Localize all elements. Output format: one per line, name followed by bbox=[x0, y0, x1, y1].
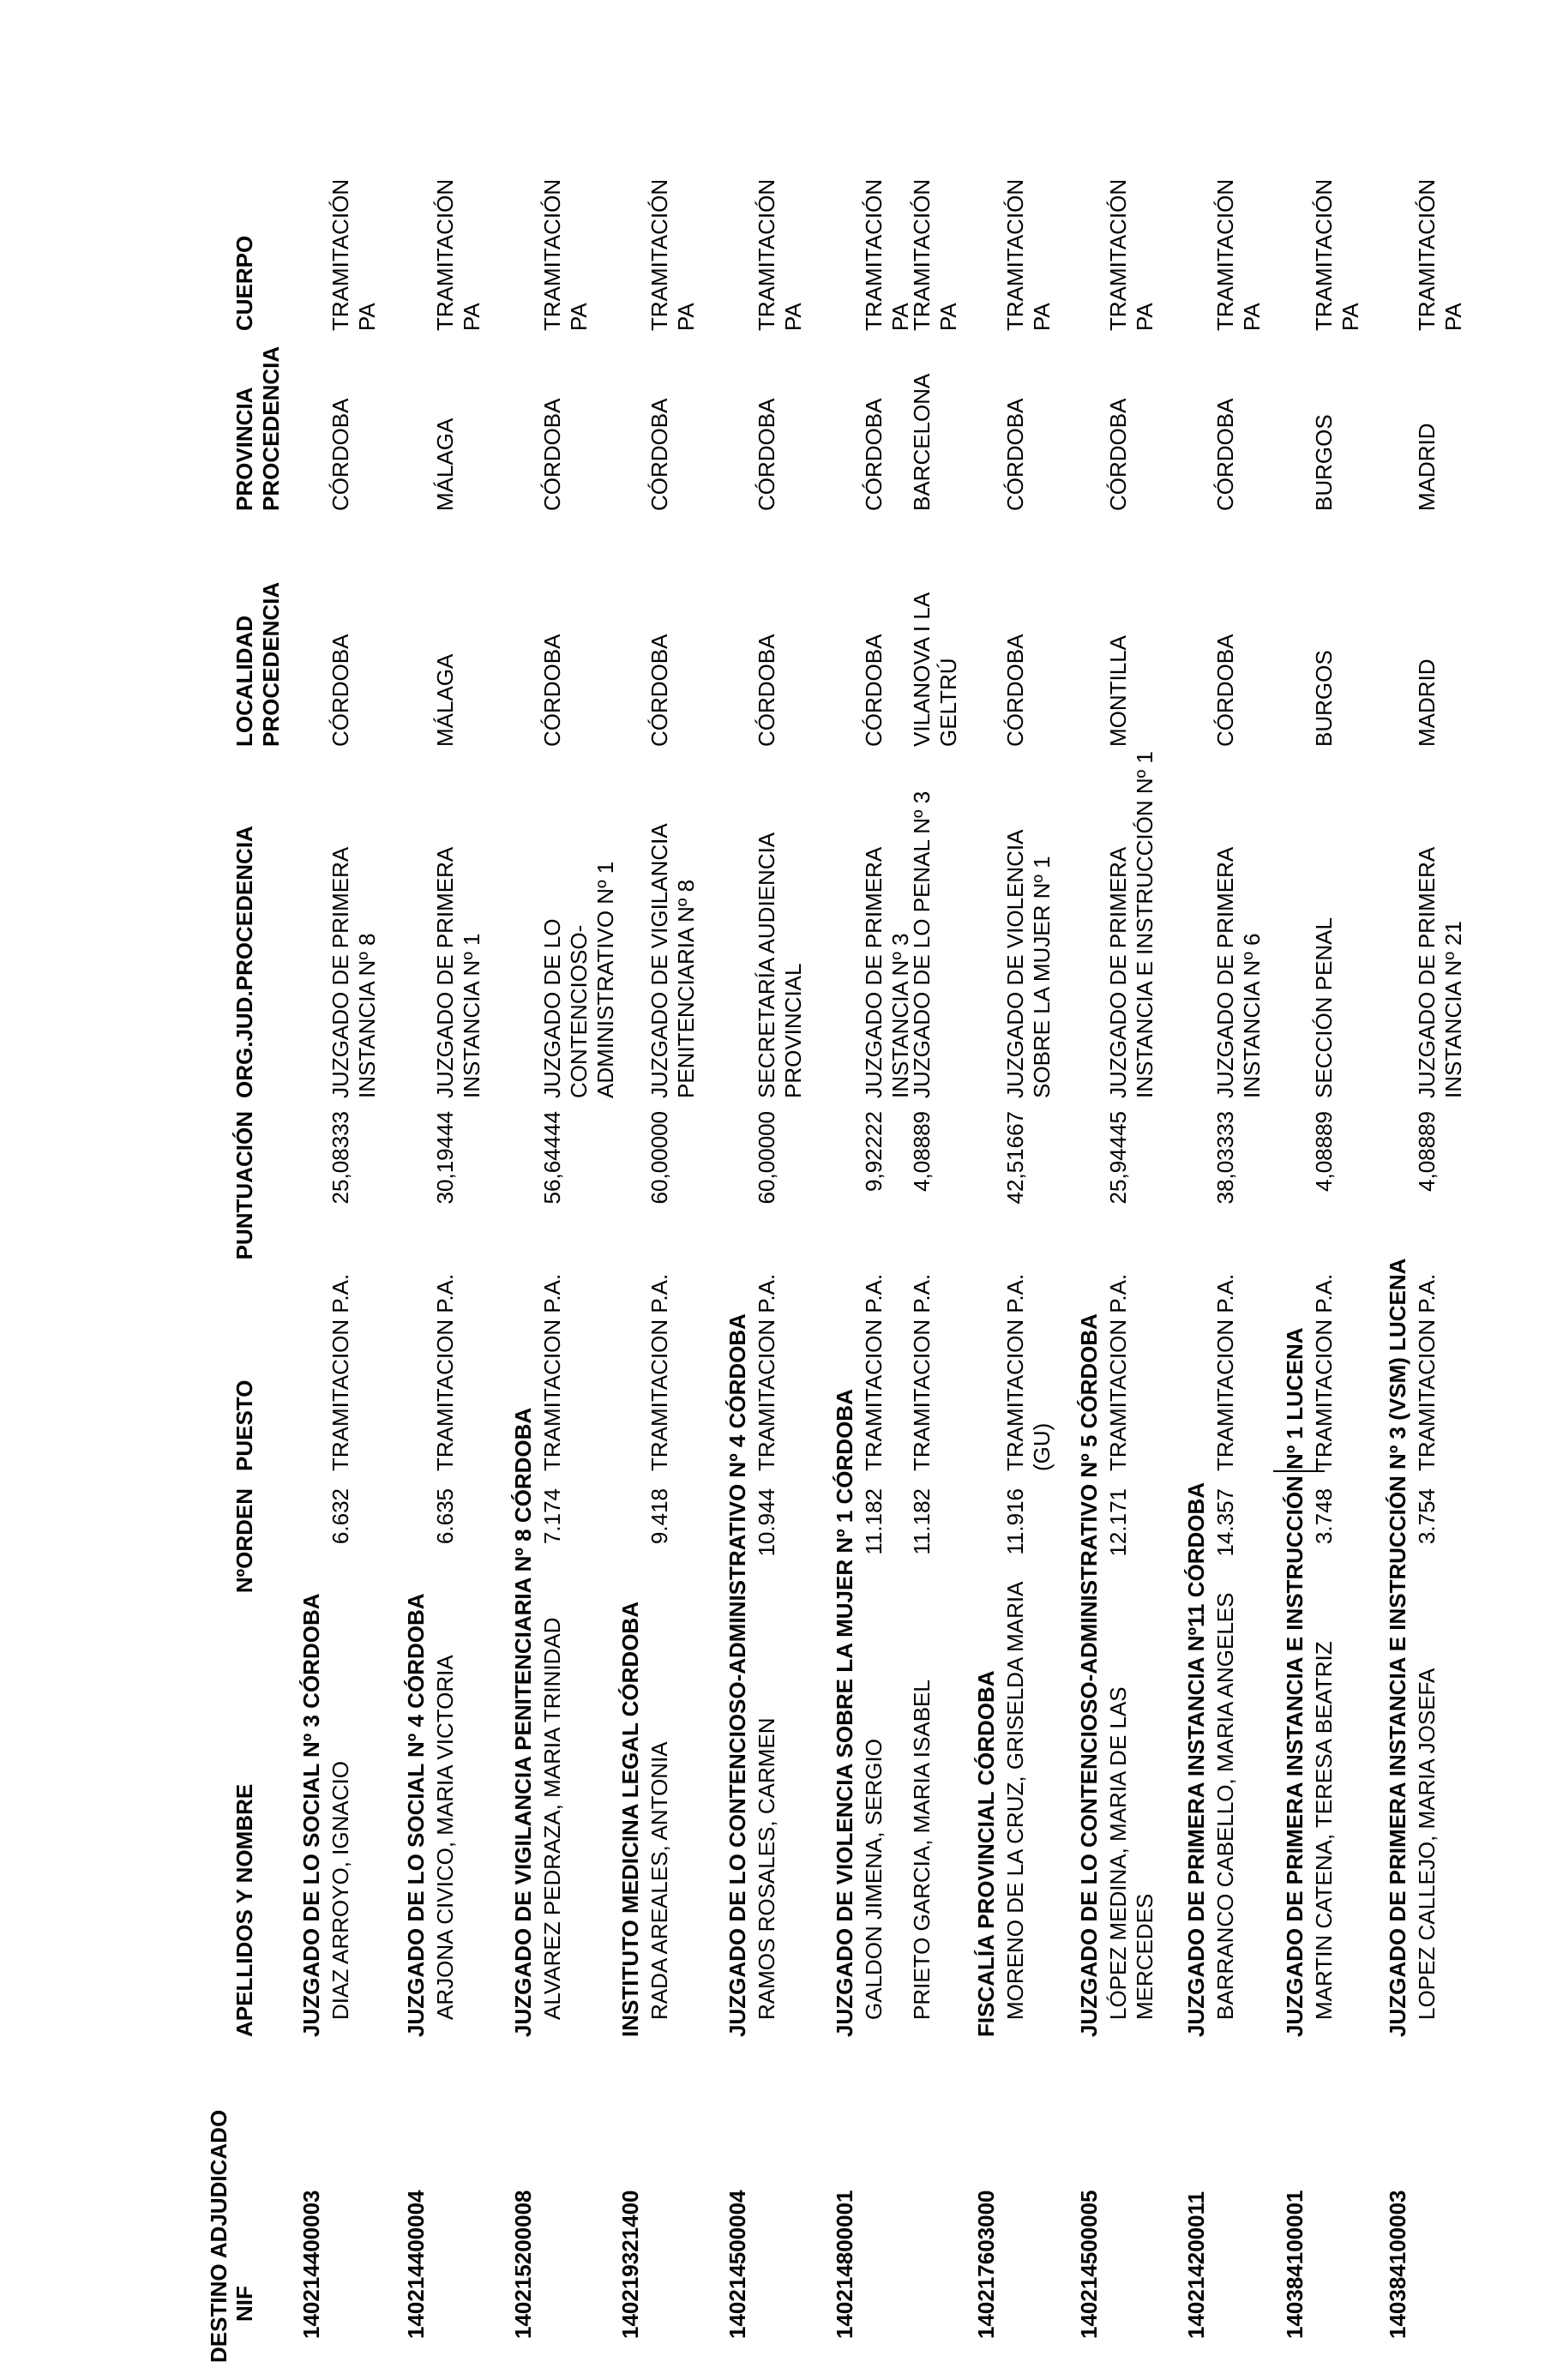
row-puesto: TRAMITACION P.A. bbox=[1311, 1273, 1337, 1471]
row-puntuacion: 56,64444 bbox=[539, 1111, 565, 1205]
row-puntuacion: 60,00000 bbox=[646, 1111, 672, 1205]
row-puesto: TRAMITACION P.A. bbox=[539, 1273, 565, 1471]
row-org-jud-procedencia: SECRETARÍA AUDIENCIA PROVINCIAL bbox=[754, 832, 806, 1098]
row-norden: 10.944 bbox=[754, 1488, 779, 1557]
row-localidad: CÓRDOBA bbox=[646, 634, 672, 747]
row-localidad: CÓRDOBA bbox=[861, 634, 887, 747]
row-puesto: TRAMITACION P.A. bbox=[646, 1273, 672, 1471]
destino-title: JUZGADO DE PRIMERA INSTANCIA E INSTRUCCIÓN Nº 3 (VSM) LUCENA bbox=[1385, 1258, 1410, 2037]
row-cuerpo: TRAMITACIÓN PA bbox=[1002, 178, 1055, 331]
row-localidad: CÓRDOBA bbox=[1002, 634, 1028, 747]
row-provincia: BARCELONA bbox=[909, 373, 935, 511]
row-puntuacion: 30,19444 bbox=[432, 1111, 458, 1205]
row-norden: 3.754 bbox=[1414, 1488, 1440, 1545]
row-puesto: TRAMITACION P.A. bbox=[861, 1273, 887, 1471]
header-puntuacion: PUNTUACIÓN bbox=[231, 1111, 257, 1260]
row-provincia: CÓRDOBA bbox=[328, 398, 353, 511]
header-puesto: PUESTO bbox=[231, 1379, 257, 1471]
row-puesto: TRAMITACION P.A. bbox=[432, 1273, 458, 1471]
row-apellidos-nombre: LOPEZ CALLEJO, MARIA JOSEFA bbox=[1414, 1668, 1440, 2020]
row-apellidos-nombre: GALDON JIMENA, SERGIO bbox=[861, 1739, 887, 2020]
row-norden: 11.916 bbox=[1002, 1488, 1028, 1555]
row-localidad: CÓRDOBA bbox=[754, 634, 779, 747]
row-localidad: CÓRDOBA bbox=[539, 634, 565, 747]
row-norden: 11.182 bbox=[909, 1488, 935, 1555]
destino-title: JUZGADO DE LO CONTENCIOSO-ADMINISTRATIVO Nº 5 CÓRDOBA bbox=[1076, 1313, 1102, 2037]
row-org-jud-procedencia: JUZGADO DE PRIMERA INSTANCIA Nº 21 bbox=[1414, 846, 1466, 1098]
destino-title: JUZGADO DE VIGILANCIA PENITENCIARIA Nº 8 CÓRDOBA bbox=[510, 1407, 536, 2037]
row-apellidos-nombre: ARJONA CIVICO, MARIA VICTORIA bbox=[432, 1655, 458, 2020]
row-cuerpo: TRAMITACIÓN PA bbox=[1414, 178, 1466, 331]
destino-title: JUZGADO DE PRIMERA INSTANCIA E INSTRUCCIÓN Nº 1 LUCENA bbox=[1282, 1327, 1308, 2037]
row-puntuacion: 25,94445 bbox=[1105, 1111, 1131, 1205]
row-puntuacion: 38,03333 bbox=[1212, 1111, 1238, 1205]
row-puntuacion: 4,08889 bbox=[1414, 1111, 1440, 1192]
row-provincia: BURGOS bbox=[1311, 414, 1337, 511]
row-puntuacion: 42,51667 bbox=[1002, 1111, 1028, 1205]
header-nif: NIF bbox=[231, 2286, 257, 2322]
header-norden: NºORDEN bbox=[231, 1488, 257, 1594]
row-norden: 7.174 bbox=[539, 1488, 565, 1545]
row-cuerpo: TRAMITACIÓN PA bbox=[328, 178, 380, 331]
row-norden: 3.748 bbox=[1311, 1488, 1337, 1545]
row-localidad: VILANOVA I LA GELTRÚ bbox=[909, 592, 961, 747]
row-cuerpo: TRAMITACIÓN PA bbox=[1311, 178, 1363, 331]
row-apellidos-nombre: PRIETO GARCIA, MARIA ISABEL bbox=[909, 1680, 935, 2020]
row-puesto: TRAMITACION P.A. bbox=[1105, 1273, 1131, 1471]
row-puesto: TRAMITACION P.A. (GU) bbox=[1002, 1273, 1055, 1471]
row-provincia: MÁLAGA bbox=[432, 418, 458, 511]
row-org-jud-procedencia: JUZGADO DE PRIMERA INSTANCIA Nº 1 bbox=[432, 846, 484, 1098]
group-nif: 140214500004 bbox=[724, 2190, 750, 2339]
row-apellidos-nombre: RAMOS ROSALES, CARMEN bbox=[754, 1717, 779, 2020]
row-puntuacion: 25,08333 bbox=[328, 1111, 353, 1205]
header-cuerpo: CUERPO bbox=[231, 235, 257, 331]
row-localidad: MÁLAGA bbox=[432, 653, 458, 747]
group-nif: 140219321400 bbox=[617, 2190, 643, 2339]
destino-title: JUZGADO DE LO CONTENCIOSO-ADMINISTRATIVO Nº 4 CÓRDOBA bbox=[724, 1313, 750, 2037]
row-cuerpo: TRAMITACIÓN PA bbox=[754, 178, 806, 331]
row-provincia: CÓRDOBA bbox=[539, 398, 565, 511]
row-org-jud-procedencia: JUZGADO DE PRIMERA INSTANCIA Nº 6 bbox=[1212, 846, 1265, 1098]
row-org-jud-procedencia: JUZGADO DE PRIMERA INSTANCIA E INSTRUCCIÓN Nº 1 bbox=[1105, 751, 1157, 1098]
row-localidad: CÓRDOBA bbox=[328, 634, 353, 747]
row-org-jud-procedencia: JUZGADO DE VIOLENCIA SOBRE LA MUJER Nº 1 bbox=[1002, 829, 1055, 1098]
destino-title: JUZGADO DE PRIMERA INSTANCIA Nº11 CÓRDOBA bbox=[1183, 1481, 1209, 2037]
group-nif: 140214400003 bbox=[298, 2190, 324, 2339]
destino-adjudicado-label: DESTINO ADJUDICADO bbox=[206, 2109, 231, 2363]
group-nif: 140214400004 bbox=[403, 2190, 429, 2339]
destino-title: FISCALÍA PROVINCIAL CÓRDOBA bbox=[973, 1670, 999, 2037]
row-org-jud-procedencia: SECCIÓN PENAL bbox=[1311, 917, 1337, 1098]
group-nif: 140217603000 bbox=[973, 2190, 999, 2339]
row-apellidos-nombre: LÓPEZ MEDINA, MARIA DE LAS MERCEDES bbox=[1105, 1686, 1157, 2020]
row-provincia: CÓRDOBA bbox=[861, 398, 887, 511]
row-norden: 11.182 bbox=[861, 1488, 887, 1555]
row-apellidos-nombre: ALVAREZ PEDRAZA, MARIA TRINIDAD bbox=[539, 1617, 565, 2020]
row-cuerpo: TRAMITACIÓN PA bbox=[861, 178, 913, 331]
row-apellidos-nombre: MARTIN CATENA, TERESA BEATRIZ bbox=[1311, 1641, 1337, 2020]
row-org-jud-procedencia: JUZGADO DE LO PENAL Nº 3 bbox=[909, 790, 935, 1098]
row-puesto: TRAMITACION P.A. bbox=[909, 1273, 935, 1471]
row-cuerpo: TRAMITACIÓN PA bbox=[646, 178, 699, 331]
row-norden: 9.418 bbox=[646, 1488, 672, 1545]
row-cuerpo: TRAMITACIÓN PA bbox=[539, 178, 592, 331]
row-cuerpo: TRAMITACIÓN PA bbox=[1212, 178, 1265, 331]
row-provincia: MADRID bbox=[1414, 423, 1440, 511]
header-localidad-procedencia: LOCALIDAD PROCEDENCIA bbox=[231, 581, 284, 747]
group-nif: 140214200011 bbox=[1183, 2191, 1209, 2339]
row-provincia: CÓRDOBA bbox=[1212, 398, 1238, 511]
row-org-jud-procedencia: JUZGADO DE PRIMERA INSTANCIA Nº 3 bbox=[861, 846, 913, 1098]
row-cuerpo: TRAMITACIÓN PA bbox=[1105, 178, 1157, 331]
destino-title: INSTITUTO MEDICINA LEGAL CÓRDOBA bbox=[617, 1602, 643, 2037]
header-org-jud-procedencia: ORG.JUD.PROCEDENCIA bbox=[231, 826, 257, 1098]
row-localidad: CÓRDOBA bbox=[1212, 634, 1238, 747]
header-provincia-procedencia: PROVINCIA PROCEDENCIA bbox=[231, 346, 284, 511]
group-nif: 140384100001 bbox=[1282, 2190, 1308, 2339]
row-puesto: TRAMITACION P.A. bbox=[754, 1273, 779, 1471]
destino-title: JUZGADO DE LO SOCIAL Nº 4 CÓRDOBA bbox=[403, 1593, 429, 2037]
row-puntuacion: 9,92222 bbox=[861, 1111, 887, 1192]
row-provincia: CÓRDOBA bbox=[1105, 398, 1131, 511]
header-apellidos-nombre: APELLIDOS Y NOMBRE bbox=[231, 1783, 257, 2037]
row-org-jud-procedencia: JUZGADO DE LO CONTENCIOSO- ADMINISTRATIVO Nº 1 bbox=[539, 861, 618, 1098]
row-org-jud-procedencia: JUZGADO DE PRIMERA INSTANCIA Nº 8 bbox=[328, 846, 380, 1098]
group-nif: 140384100003 bbox=[1385, 2190, 1410, 2339]
row-provincia: CÓRDOBA bbox=[1002, 398, 1028, 511]
row-norden: 6.632 bbox=[328, 1488, 353, 1545]
row-norden: 12.171 bbox=[1105, 1488, 1131, 1557]
row-localidad: BURGOS bbox=[1311, 650, 1337, 747]
row-provincia: CÓRDOBA bbox=[754, 398, 779, 511]
row-apellidos-nombre: BARRANCO CABELLO, MARIA ANGELES bbox=[1212, 1592, 1238, 2020]
row-puntuacion: 4,08889 bbox=[1311, 1111, 1337, 1192]
row-org-jud-procedencia: JUZGADO DE VIGILANCIA PENITENCIARIA Nº 8 bbox=[646, 823, 699, 1098]
group-nif: 140214500005 bbox=[1076, 2190, 1102, 2339]
row-norden: 6.635 bbox=[432, 1488, 458, 1545]
row-apellidos-nombre: DIAZ ARROYO, IGNACIO bbox=[328, 1761, 353, 2020]
destino-title: JUZGADO DE LO SOCIAL Nº 3 CÓRDOBA bbox=[298, 1593, 324, 2037]
row-puesto: TRAMITACION P.A. bbox=[328, 1273, 353, 1471]
group-nif: 140215200008 bbox=[510, 2190, 536, 2339]
row-cuerpo: TRAMITACIÓN PA bbox=[909, 178, 961, 331]
row-localidad: MONTILLA bbox=[1105, 634, 1131, 747]
row-apellidos-nombre: RADA AREALES, ANTONIA bbox=[646, 1741, 672, 2020]
row-puesto: TRAMITACION P.A. bbox=[1212, 1273, 1238, 1471]
row-puntuacion: 4,08889 bbox=[909, 1111, 935, 1192]
destino-title: JUZGADO DE VIOLENCIA SOBRE LA MUJER Nº 1 CÓRDOBA bbox=[832, 1389, 857, 2037]
row-cuerpo: TRAMITACIÓN PA bbox=[432, 178, 484, 331]
row-provincia: CÓRDOBA bbox=[646, 398, 672, 511]
row-norden: 14.357 bbox=[1212, 1488, 1238, 1557]
row-puesto: TRAMITACION P.A. bbox=[1414, 1273, 1440, 1471]
row-puntuacion: 60,00000 bbox=[754, 1111, 779, 1205]
row-localidad: MADRID bbox=[1414, 658, 1440, 747]
group-nif: 140214800001 bbox=[832, 2190, 857, 2339]
row-apellidos-nombre: MORENO DE LA CRUZ, GRISELDA MARIA bbox=[1002, 1581, 1028, 2020]
